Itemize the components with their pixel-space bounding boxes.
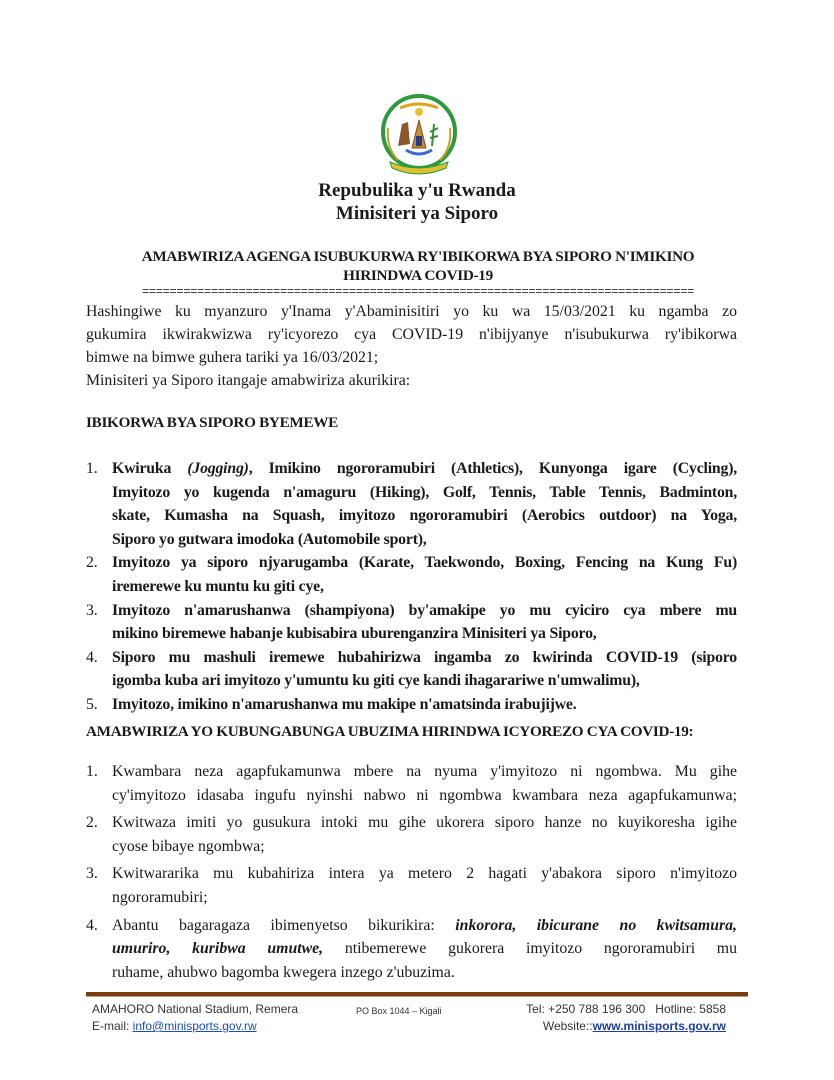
footer-rule bbox=[86, 992, 748, 996]
footer-email-link[interactable]: info@minisports.gov.rw bbox=[132, 1019, 257, 1033]
list-item: 2. Kwitwaza imiti yo gusukura intoki mu gihe ukorera siporo hanze no kuyikoresha igihe cyose bibaye ngombwa; bbox=[86, 811, 737, 858]
list-item: 3. Imyitozo n'amarushanwa (shampiyona) by'amakipe yo mu cyiciro cya mbere mu mikino biremewe habanje kubisabira uburenganzira Minisiteri ya Siporo, bbox=[86, 599, 737, 646]
intro-line-1: Hashingiwe ku myanzuro y'Inama y'Abaminisitiri yo ku wa 15/03/2021 ku ngamba zo bbox=[86, 303, 737, 320]
list-number: 4. bbox=[86, 916, 98, 934]
allowed-activities-list bbox=[86, 457, 737, 717]
intro-line-2: gukumira ikwirakwizwa ry'icyorezo cya COVID-19 n'ibijyanye n'isubukurwa ry'ibikorwa bbox=[86, 326, 737, 343]
section-heading-health-guidelines: AMABWIRIZA YO KUBUNGABUNGA UBUZIMA HIRINDWA ICYOREZO CYA COVID-19: bbox=[86, 723, 694, 740]
rwanda-coat-of-arms-icon bbox=[372, 88, 466, 180]
footer-website-label: Website:: bbox=[542, 1019, 593, 1033]
footer-website-link[interactable]: www.minisports.gov.rw bbox=[592, 1019, 726, 1033]
footer-contact-block bbox=[526, 1001, 726, 1035]
list-number: 1. bbox=[86, 763, 98, 780]
intro-line-3: bimwe na bimwe guhera tariki ya 16/03/2021; bbox=[86, 349, 379, 366]
intro-announcement: Minisiteri ya Siporo itangaje amabwiriza akurikira: bbox=[86, 372, 411, 389]
footer-telephone: Tel: +250 788 196 300 Hotline: 5858 bbox=[526, 1002, 726, 1016]
italic-term: (Jogging) bbox=[187, 460, 249, 477]
list-item: 1. Kwambara neza agapfukamunwa mbere na nyuma y'imyitozo ni ngombwa. Mu gihe cy'imyitozo idasaba ingufu nyinshi nabwo ni ngombwa kwambara neza agapfukamunwa; bbox=[86, 760, 737, 807]
footer-po-box: PO Box 1044 – Kigali bbox=[356, 1006, 442, 1016]
list-item: 4. Siporo mu mashuli iremewe hubahirizwa ingamba zo kwirinda COVID-19 (siporo igomba kuba ari imyitozo y'umuntu ku giti cye kandi ihagarariwe n'umwalimu), bbox=[86, 646, 737, 693]
list-number: 4. bbox=[86, 648, 98, 666]
list-item: 1. Kwiruka (Jogging), Imikino ngororamubiri (Athletics), Kunyonga igare (Cycling), Imyitozo yo kugenda n'amaguru (Hiking), Golf, Tennis, Table Tennis, Badminton, skate, Kumasha na Squash, imyitozo ngororamubiri (Aerobics outdoor) na Yoga, Siporo yo gutwara imodoka (Automobile sport), bbox=[86, 457, 737, 551]
health-guidelines-list bbox=[86, 760, 737, 984]
symptoms-emphasis: inkorora, ibicurane no kwitsamura, bbox=[455, 916, 738, 934]
footer-address-block bbox=[92, 1001, 298, 1035]
document-title-line-1: AMABWIRIZA AGENGA ISUBUKURWA RY'IBIKORWA BYA SIPORO N'IMIKINO bbox=[141, 248, 695, 265]
list-number: 2. bbox=[86, 554, 98, 572]
list-number: 5. bbox=[86, 695, 98, 713]
republic-name: Repubulika y'u Rwanda bbox=[318, 180, 516, 201]
list-number: 1. bbox=[86, 460, 98, 477]
separator-line: ================================================================================ bbox=[141, 285, 695, 299]
document-title-line-2: HIRINDWA COVID-19 bbox=[343, 267, 493, 284]
symptoms-emphasis: umuriro, kuribwa umutwe, bbox=[112, 940, 324, 958]
footer-address: AMAHORO National Stadium, Remera bbox=[92, 1002, 299, 1016]
list-number: 3. bbox=[86, 601, 98, 619]
footer-email-label: E-mail: bbox=[92, 1019, 133, 1033]
list-item: 3. Kwitwararika mu kubahiriza intera ya metero 2 hagati y'abakora siporo n'imyitozo ngororamubiri; bbox=[86, 862, 737, 909]
ministry-name: Minisiteri ya Siporo bbox=[335, 203, 499, 224]
list-number: 2. bbox=[86, 814, 98, 832]
list-item: 4. Abantu bagaragaza ibimenyetso bikurikira: inkorora, ibicurane no kwitsamura, umuriro, kuribwa umutwe, ntibemerewe gukorera imyitozo ngororamubiri mu ruhame, ahubwo bagomba kwegera inzego z'ubuzima. bbox=[86, 914, 737, 985]
list-item: 2. Imyitozo ya siporo njyarugamba (Karate, Taekwondo, Boxing, Fencing na Kung Fu) iremerewe ku muntu ku giti cye, bbox=[86, 551, 737, 598]
list-item: 5. Imyitozo, imikino n'amarushanwa mu makipe n'amatsinda irabujijwe. bbox=[86, 693, 737, 717]
list-number: 3. bbox=[86, 865, 98, 883]
section-heading-allowed-activities: IBIKORWA BYA SIPORO BYEMEWE bbox=[86, 414, 339, 431]
